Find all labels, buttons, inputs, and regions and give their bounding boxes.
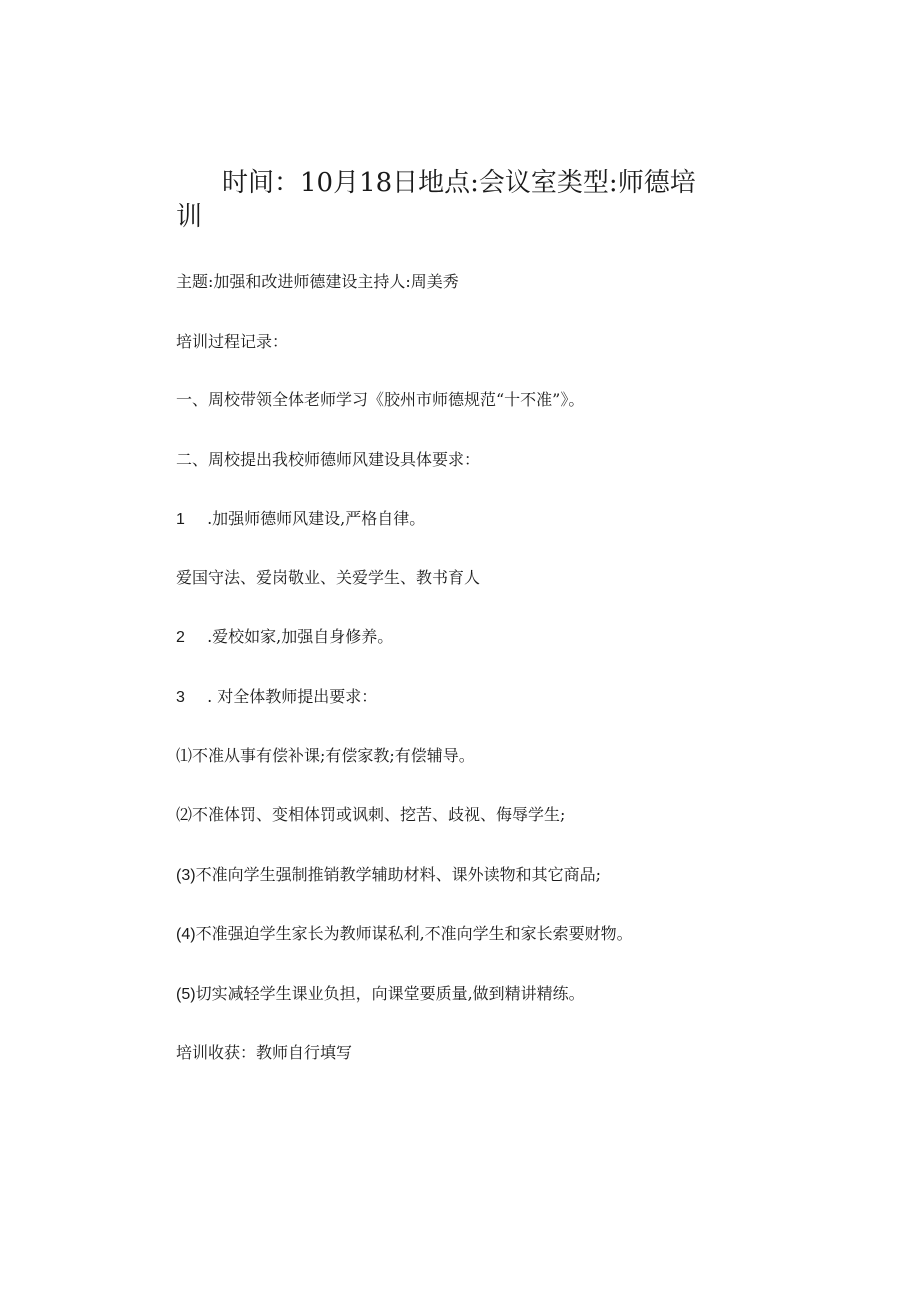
sub-requirement-4-number: (4) <box>176 926 196 943</box>
requirement-3-number: 3 <box>176 689 185 706</box>
requirement-1-number: 1 <box>176 511 185 528</box>
record-item-2: 二、周校提出我校师德师风建设具体要求： <box>176 450 481 469</box>
record-item-1: 一、周校带领全体老师学习《胶州市师德规范“十不准”》。 <box>176 390 585 409</box>
training-harvest: 培训收获：教师自行填写 <box>176 1043 353 1062</box>
sub-requirement-2: ⑵不准体罚、变相体罚或讽刺、挖苦、歧视、侮辱学生; <box>176 805 566 824</box>
topic-line: 主题:加强和改进师德建设主持人:周美秀 <box>176 272 459 291</box>
sub-requirement-3 <box>176 864 601 887</box>
record-title: 培训过程记录： <box>176 332 289 351</box>
requirement-2-number: 2 <box>176 629 185 646</box>
requirement-1 <box>176 508 425 531</box>
sub-requirement-5 <box>176 983 585 1006</box>
sub-requirement-3-number: (3) <box>176 867 196 884</box>
sub-requirement-3-text: 不准向学生强制推销教学辅助材料、课外读物和其它商品; <box>195 865 601 884</box>
sub-requirement-1: ⑴不准从事有偿补课;有偿家教;有偿辅导。 <box>176 746 475 765</box>
requirement-1-text: .加强师德师风建设,严格自律。 <box>207 509 426 528</box>
requirement-3 <box>176 686 377 709</box>
requirement-2 <box>176 626 393 649</box>
requirement-1-detail: 爱国守法、爱岗敬业、关爱学生、教书育人 <box>176 568 481 587</box>
sub-requirement-4-text: 不准强迫学生家长为教师谋私利,不准向学生和家长索要财物。 <box>195 924 633 943</box>
sub-requirement-5-text: 切实减轻学生课业负担，向课堂要质量,做到精讲精练。 <box>195 984 585 1003</box>
meeting-header: 时间：10月18日地点:会议室类型:师德培训 <box>176 168 696 232</box>
requirement-3-text: . 对全体教师提出要求： <box>207 687 378 706</box>
requirement-2-text: .爱校如家,加强自身修养。 <box>207 627 394 646</box>
sub-requirement-4 <box>176 923 633 946</box>
sub-requirement-5-number: (5) <box>176 986 196 1003</box>
